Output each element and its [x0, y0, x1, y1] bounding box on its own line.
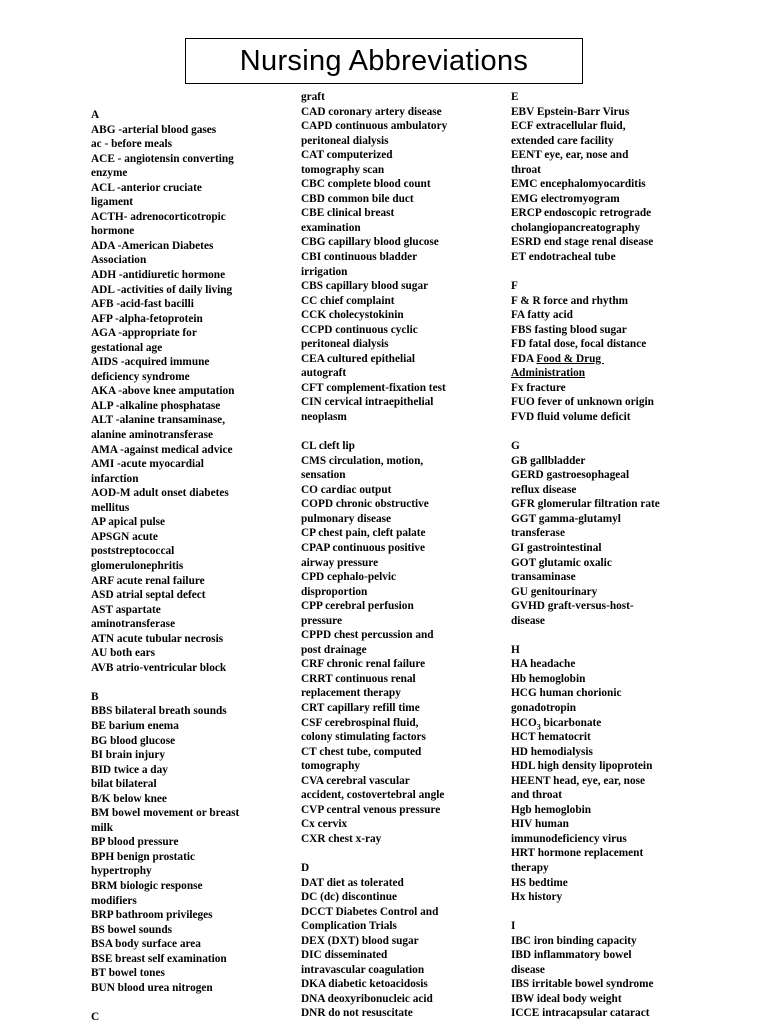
abbreviation-line: CIN cervical intraepithelial: [301, 396, 434, 409]
abbreviation-line: CBI continuous bladder: [301, 251, 418, 264]
abbreviation-line: CEA cultured epithelial: [301, 352, 416, 365]
abbreviation-line: CAT computerized: [301, 149, 393, 162]
abbreviation-line: AGA -appropriate for: [91, 327, 197, 340]
abbreviation-line: airway pressure: [301, 556, 379, 569]
abbreviation-line: CL cleft lip: [301, 440, 355, 453]
abbreviation-line: CRRT continuous renal: [301, 672, 416, 685]
abbreviation-line: COPD chronic obstructive: [301, 498, 429, 511]
abbreviation-line: BSA body surface area: [91, 938, 201, 951]
abbreviation-line: hypertrophy: [91, 865, 152, 878]
abbreviation-line: B/K below knee: [91, 792, 167, 805]
abbreviation-line: IBW ideal body weight: [511, 992, 622, 1005]
abbreviation-line: ACTH- adrenocorticotropic: [91, 210, 226, 223]
abbreviation-line: AST aspartate: [91, 603, 161, 616]
abbreviation-line: ALT -alanine transaminase,: [91, 414, 226, 427]
abbreviation-line: replacement therapy: [301, 687, 401, 700]
abbreviation-line: alanine aminotransferase: [91, 429, 214, 442]
section-gap: [511, 425, 711, 440]
abbreviation-line: AFP -alpha-fetoprotein: [91, 312, 203, 325]
abbreviation-line: BUN blood urea nitrogen: [91, 981, 213, 994]
abbreviation-line: Fx fracture: [511, 381, 566, 394]
section-gap: [301, 425, 491, 440]
abbreviation-line: AMA -against medical advice: [91, 443, 233, 456]
abbreviation-line: CRF chronic renal failure: [301, 658, 426, 671]
abbreviation-line: EBV Epstein-Barr Virus: [511, 105, 630, 118]
abbreviation-line: CRT capillary refill time: [301, 701, 420, 714]
abbreviation-line: accident, costovertebral angle: [301, 789, 445, 802]
abbreviation-line: HCT hematocrit: [511, 731, 591, 744]
abbreviation-line: AFB -acid-fast bacilli: [91, 298, 194, 311]
abbreviation-line: ADL -activities of daily living: [91, 283, 233, 296]
abbreviation-line: therapy: [511, 861, 549, 874]
abbreviation-line: immunodeficiency virus: [511, 832, 627, 845]
abbreviation-line: AU both ears: [91, 647, 156, 660]
abbreviation-line: CBD common bile duct: [301, 192, 414, 205]
abbreviation-line: DNR do not resuscitate: [301, 1007, 413, 1020]
abbreviation-line: HDL high density lipoprotein: [511, 760, 653, 773]
abbreviation-line: AVB atrio-ventricular block: [91, 661, 227, 674]
abbreviation-line: EENT eye, ear, nose and: [511, 149, 629, 162]
section-gap: [511, 628, 711, 643]
abbreviation-line: ECF extracellular fluid,: [511, 120, 626, 133]
abbreviation-line: gonadotropin: [511, 701, 577, 714]
abbreviation-line: ACL -anterior cruciate: [91, 181, 202, 194]
abbreviation-line: BG blood glucose: [91, 734, 176, 747]
abbreviation-line: milk: [91, 821, 113, 834]
abbreviation-line: Administration: [511, 367, 586, 380]
abbreviation-line: DKA diabetic ketoacidosis: [301, 978, 428, 991]
abbreviation-line: HA headache: [511, 658, 576, 671]
abbreviation-line: pressure: [301, 614, 343, 627]
abbreviation-line: CCK cholecystokinin: [301, 309, 404, 322]
abbreviation-line: ICCE intracapsular cataract: [511, 1007, 650, 1020]
page-title: Nursing Abbreviations: [239, 44, 529, 77]
abbreviation-line: EMG electromyogram: [511, 192, 620, 205]
abbreviation-line: CBS capillary blood sugar: [301, 280, 429, 293]
abbreviation-line: extended care facility: [511, 134, 614, 147]
abbreviation-line: throat: [511, 163, 541, 176]
abbreviation-line: transaminase: [511, 571, 576, 584]
abbreviation-line: HD hemodialysis: [511, 745, 593, 758]
abbreviation-line: ADH -antidiuretic hormone: [91, 269, 226, 282]
abbreviation-line: ESRD end stage renal disease: [511, 236, 654, 249]
abbreviation-line: CMS circulation, motion,: [301, 454, 424, 467]
abbreviation-line: peritoneal dialysis: [301, 134, 389, 147]
abbreviation-line: GVHD graft-versus-host-: [511, 600, 634, 613]
abbreviation-line: CPPD chest percussion and: [301, 629, 434, 642]
abbreviation-line: examination: [301, 221, 361, 234]
abbreviation-line: gestational age: [91, 341, 163, 354]
abbreviation-line: CXR chest x-ray: [301, 832, 382, 845]
abbreviation-line: modifiers: [91, 894, 137, 907]
abbreviation-line: GI gastrointestinal: [511, 541, 602, 554]
abbreviation-line: CT chest tube, computed: [301, 745, 422, 758]
abbreviation-line: Hgb hemoglobin: [511, 803, 592, 816]
abbreviation-line: GB gallbladder: [511, 454, 586, 467]
abbreviation-line: intravascular coagulation: [301, 963, 425, 976]
abbreviation-line: HRT hormone replacement: [511, 847, 644, 860]
abbreviation-line: CP chest pain, cleft palate: [301, 527, 426, 540]
abbreviation-line: HEENT head, eye, ear, nose: [511, 774, 646, 787]
abbreviation-line: colony stimulating factors: [301, 731, 426, 744]
abbreviation-line: disproportion: [301, 585, 368, 598]
page-title-box: [185, 38, 583, 84]
abbreviation-line: CPD cephalo-pelvic: [301, 571, 397, 584]
abbreviation-line: CCPD continuous cyclic: [301, 323, 418, 336]
abbreviation-line: BPH benign prostatic: [91, 850, 195, 863]
abbreviation-line: glomerulonephritis: [91, 559, 184, 572]
abbreviation-line: sensation: [301, 469, 346, 482]
abbreviation-line: BP blood pressure: [91, 836, 179, 849]
abbreviation-line: CAPD continuous ambulatory: [301, 120, 448, 133]
section-letter: F: [511, 280, 518, 293]
abbreviation-line: HCG human chorionic: [511, 687, 622, 700]
abbreviation-line: cholangiopancreatography: [511, 221, 641, 234]
abbreviation-line: Hx history: [511, 891, 563, 904]
abbreviation-line: EMC encephalomyocarditis: [511, 178, 646, 191]
abbreviation-line: IBC iron binding capacity: [511, 934, 637, 947]
abbreviation-line: GOT glutamic oxalic: [511, 556, 612, 569]
abbreviation-line: AMI -acute myocardial: [91, 458, 204, 471]
abbreviation-line: DCCT Diabetes Control and: [301, 905, 439, 918]
abbreviation-line: CAD coronary artery disease: [301, 105, 442, 118]
abbreviation-line: CVP central venous pressure: [301, 803, 441, 816]
abbreviation-line: IBS irritable bowel syndrome: [511, 978, 654, 991]
abbreviation-line: AOD-M adult onset diabetes: [91, 487, 229, 500]
abbreviation-line: $HCO_3$ bicarbonate: [511, 716, 602, 731]
abbreviation-line: hormone: [91, 225, 135, 238]
abbreviation-line: GFR glomerular filtration rate: [511, 498, 660, 511]
abbreviation-line: BRP bathroom privileges: [91, 909, 213, 922]
abbreviation-line: ADA -American Diabetes: [91, 239, 214, 252]
abbreviation-line: ALP -alkaline phosphatase: [91, 399, 221, 412]
abbreviation-line: ET endotracheal tube: [511, 251, 616, 264]
abbreviation-line: DC (dc) discontinue: [301, 891, 398, 904]
abbreviation-line: CPP cerebral perfusion: [301, 600, 414, 613]
abbreviation-line: BT bowel tones: [91, 967, 165, 980]
abbreviation-line: AIDS -acquired immune: [91, 356, 210, 369]
section-gap: [301, 846, 491, 861]
abbreviation-line: IBD inflammatory bowel: [511, 949, 632, 962]
section-gap: [511, 265, 711, 280]
abbreviation-line: AP apical pulse: [91, 516, 166, 529]
abbreviation-line: disease: [511, 963, 545, 976]
abbreviation-line: infarction: [91, 472, 139, 485]
abbreviation-line: FD fatal dose, focal distance: [511, 338, 647, 351]
abbreviation-line: BRM biologic response: [91, 879, 203, 892]
abbreviation-line: HIV human: [511, 818, 569, 831]
abbreviation-line: CPAP continuous positive: [301, 541, 426, 554]
abbreviation-line: post drainage: [301, 643, 367, 656]
abbreviation-line: Hb hemoglobin: [511, 672, 586, 685]
abbreviation-line: HS bedtime: [511, 876, 568, 889]
section-gap: [91, 995, 271, 1010]
abbreviation-line: aminotransferase: [91, 618, 176, 631]
section-gap: [511, 905, 711, 920]
section-letter: A: [91, 109, 100, 121]
abbreviation-line: CFT complement-fixation test: [301, 381, 446, 394]
abbreviation-line: transferase: [511, 527, 565, 540]
abbreviation-line: ATN acute tubular necrosis: [91, 632, 224, 645]
abbreviation-column-2: [301, 90, 491, 1021]
abbreviation-line: BS bowel sounds: [91, 923, 172, 936]
abbreviation-line: ligament: [91, 196, 134, 209]
abbreviation-line: and throat: [511, 789, 562, 802]
abbreviation-line: pulmonary disease: [301, 512, 392, 525]
abbreviation-line: BM bowel movement or breast: [91, 807, 240, 820]
abbreviation-line: neoplasm: [301, 411, 347, 424]
abbreviation-line: ASD atrial septal defect: [91, 589, 206, 602]
abbreviation-line: BI brain injury: [91, 749, 166, 762]
abbreviation-line: Association: [91, 254, 147, 267]
abbreviation-line: CBC complete blood count: [301, 178, 431, 191]
abbreviation-line: CBE clinical breast: [301, 207, 395, 220]
abbreviation-line: CO cardiac output: [301, 483, 392, 496]
abbreviation-line: Complication Trials: [301, 920, 397, 933]
abbreviation-line: BID twice a day: [91, 763, 168, 776]
abbreviation-line: reflux disease: [511, 483, 577, 496]
abbreviation-line: CBG capillary blood glucose: [301, 236, 439, 249]
abbreviation-line: DEX (DXT) blood sugar: [301, 934, 419, 947]
abbreviation-line: bilat bilateral: [91, 778, 157, 791]
abbreviation-line: ac - before meals: [91, 138, 173, 151]
abbreviation-line: GGT gamma-glutamyl: [511, 512, 621, 525]
abbreviation-line: FA fatty acid: [511, 309, 573, 322]
abbreviation-line: ARF acute renal failure: [91, 574, 205, 587]
abbreviation-line: AKA -above knee amputation: [91, 385, 235, 398]
section-letter: H: [511, 643, 520, 656]
abbreviation-line: autograft: [301, 367, 347, 380]
section-gap: [91, 675, 271, 690]
abbreviation-line: ERCP endoscopic retrograde: [511, 207, 652, 220]
abbreviation-line: BE barium enema: [91, 719, 179, 732]
abbreviation-column-3: [511, 90, 711, 1021]
abbreviation-line: FBS fasting blood sugar: [511, 323, 627, 336]
abbreviation-line: CC chief complaint: [301, 294, 395, 307]
section-letter: G: [511, 440, 520, 453]
abbreviation-line: tomography: [301, 760, 360, 773]
abbreviation-line: Cx cervix: [301, 818, 348, 831]
abbreviation-line: disease: [511, 614, 545, 627]
abbreviation-column-1: [91, 108, 271, 1024]
abbreviation-line: DAT diet as tolerated: [301, 876, 404, 889]
abbreviation-line: APSGN acute: [91, 530, 158, 543]
abbreviation-line: BBS bilateral breath sounds: [91, 705, 227, 718]
abbreviation-line: FUO fever of unknown origin: [511, 396, 654, 409]
abbreviation-line: CSF cerebrospinal fluid,: [301, 716, 419, 729]
abbreviation-line: deficiency syndrome: [91, 370, 190, 383]
abbreviation-line: GU genitourinary: [511, 585, 598, 598]
abbreviation-line: tomography scan: [301, 163, 385, 176]
abbreviation-line: ACE - angiotensin converting: [91, 152, 234, 165]
abbreviation-line: GERD gastroesophageal: [511, 469, 630, 482]
abbreviation-line: enzyme: [91, 167, 128, 180]
abbreviation-line: peritoneal dialysis: [301, 338, 389, 351]
section-letter: I: [511, 920, 516, 933]
abbreviation-line: DNA deoxyribonucleic acid: [301, 992, 433, 1005]
section-letter: B: [91, 690, 99, 703]
section-letter: D: [301, 861, 310, 874]
abbreviation-line: poststreptococcal: [91, 545, 175, 558]
abbreviation-line: graft: [301, 91, 325, 103]
abbreviation-line: irrigation: [301, 265, 348, 278]
abbreviation-line: FDA Food & Drug: [511, 352, 604, 365]
abbreviation-line: F & R force and rhythm: [511, 294, 629, 307]
abbreviation-line: FVD fluid volume deficit: [511, 411, 631, 424]
abbreviation-line: CVA cerebral vascular: [301, 774, 410, 787]
abbreviation-line: DIC disseminated: [301, 949, 388, 962]
section-letter: E: [511, 91, 519, 103]
abbreviation-line: ABG -arterial blood gases: [91, 123, 217, 136]
abbreviation-line: BSE breast self examination: [91, 952, 227, 965]
abbreviation-line: mellitus: [91, 501, 130, 514]
section-letter: C: [91, 1010, 100, 1023]
